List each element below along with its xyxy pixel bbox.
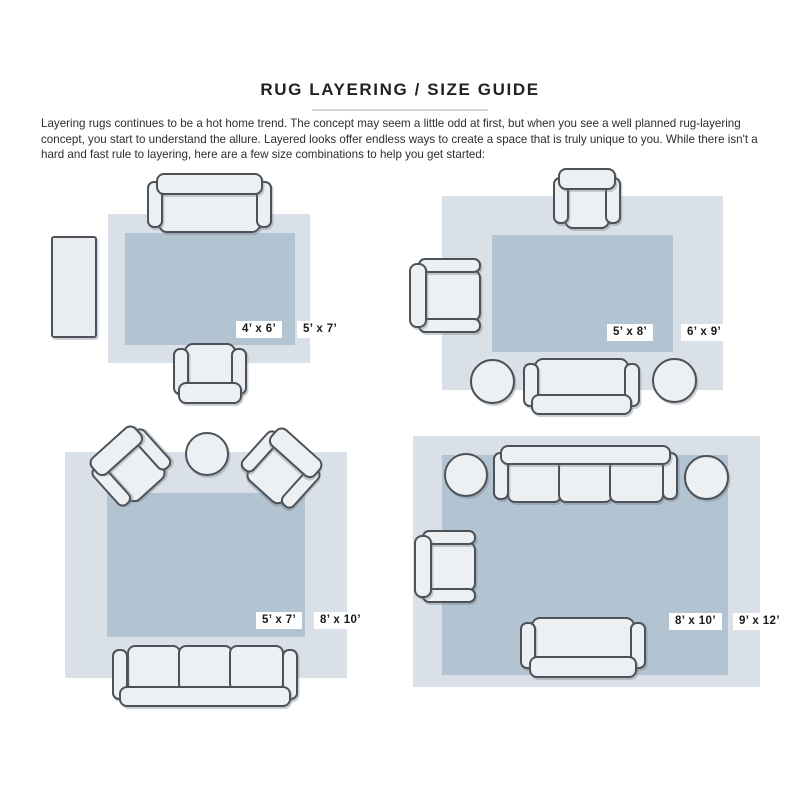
inner-rug-size-label: 5’ x 7’ <box>256 612 302 629</box>
loveseat-sofa-icon <box>523 358 640 415</box>
armchair-icon <box>553 168 621 229</box>
round-side-table-icon <box>185 432 229 476</box>
loveseat-sofa-icon <box>520 617 646 678</box>
outer-rug-size-label: 6’ x 9’ <box>681 324 727 341</box>
three-seat-sofa-icon <box>112 645 298 707</box>
outer-rug-size-label: 8’ x 10’ <box>314 612 367 629</box>
intro-paragraph: Layering rugs continues to be a hot home trend. The concept may seem a little odd at first, but when you see a well planned rug-layering concept, you start to understand the allure. Layered looks offer endless ways to create a space that is truly unique to you. While there isn't a hard and fast rule to layering, here are a few size combinations to help you get started: <box>41 117 758 161</box>
armchair-icon <box>173 343 247 404</box>
round-side-table-icon <box>444 453 488 497</box>
round-side-table-icon <box>684 455 729 500</box>
loveseat-sofa-icon <box>147 173 272 233</box>
round-side-table-icon <box>470 359 515 404</box>
round-side-table-icon <box>652 358 697 403</box>
inner-rug-size-label: 8’ x 10’ <box>669 613 722 630</box>
inner-rug-size-label: 5’ x 8’ <box>607 324 653 341</box>
inner-rug-size-label: 4’ x 6’ <box>236 321 282 338</box>
three-seat-sofa-icon <box>493 445 678 503</box>
page-title: RUG LAYERING / SIZE GUIDE <box>260 80 540 99</box>
armchair-icon <box>414 530 476 603</box>
title-divider <box>312 109 488 111</box>
outer-rug-size-label: 5’ x 7’ <box>297 321 343 338</box>
rectangular-side-table-icon <box>51 236 97 338</box>
outer-rug-size-label: 9’ x 12’ <box>733 613 786 630</box>
armchair-icon <box>409 258 481 333</box>
